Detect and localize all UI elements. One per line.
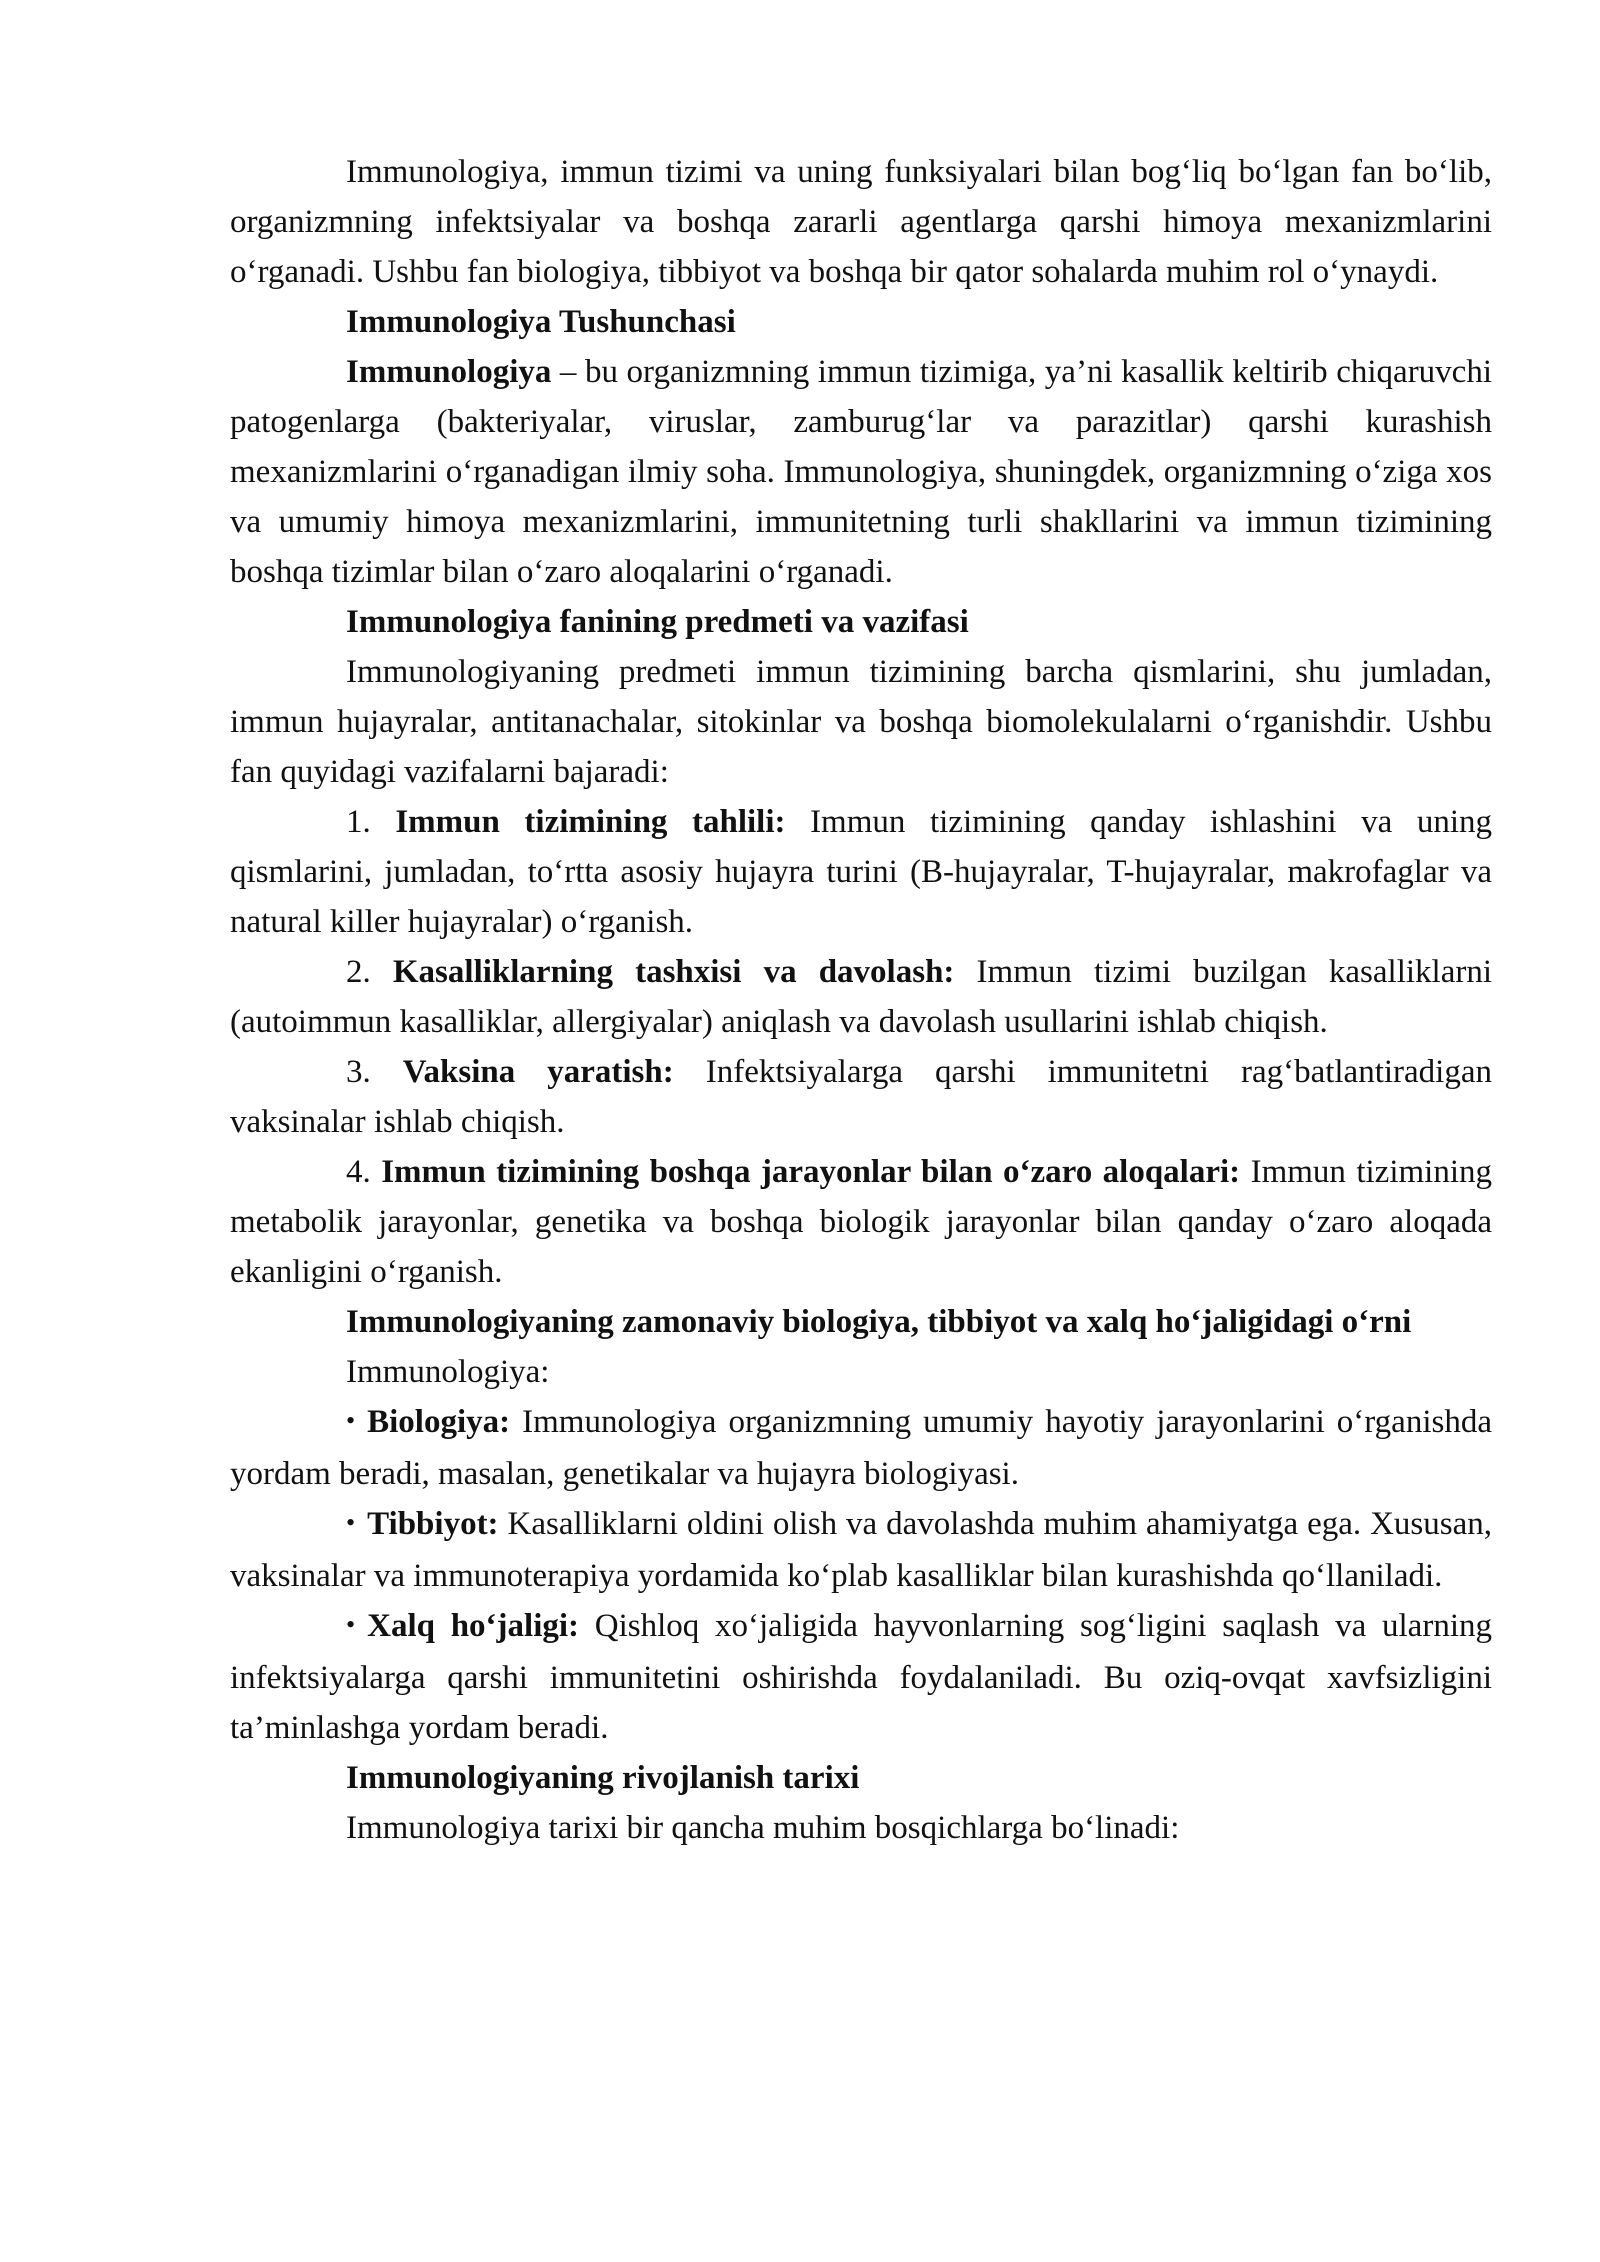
role-item — [230, 1601, 1492, 1753]
role-text: Immunologiya organizmning umumiy hayotiy jarayonlarini o‘rganishda yordam beradi, masalan, genetikalar va hujayra biologiyasi. — [230, 1404, 1492, 1492]
definition-text: – bu organizmning immun tizimiga, ya’ni kasallik keltirib chiqaruvchi patogenlarga (bakteriyalar, viruslar, zamburug‘lar va parazitlar) qarshi kurashish mexanizmlarini o‘rganadigan ilmiy soha. Immunologiya, shuningdek, organizmning o‘ziga xos va umumiy himoya mexanizmlarini, immunitetning turli shakllarini va immun tizimining boshqa tizimlar bilan o‘zaro aloqalarini o‘rganadi. — [230, 354, 1492, 590]
subject-paragraph: Immunologiyaning predmeti immun tizimining barcha qismlarini, shu jumladan, immun hujayralar, antitanachalar, sitokinlar va boshqa biomolekulalarni o‘rganishdir. Ushbu fan quyidagi vazifalarni bajaradi: — [230, 654, 1492, 790]
task-number: 4. — [346, 1154, 382, 1190]
bullet-icon: • — [346, 1610, 356, 1639]
role-text: Qishloq xo‘jaligida hayvonlarning sog‘ligini saqlash va ularning infektsiyalarga qarshi immunitetini oshirishda foydalaniladi. Bu oziq-ovqat xavfsizligini ta’minlashga yordam beradi. — [230, 1608, 1492, 1746]
task-number: 3. — [346, 1054, 403, 1090]
bullet-icon: • — [346, 1406, 356, 1435]
task-item — [230, 1047, 1492, 1147]
role-text: Kasalliklarni oldini olish va davolashda muhim ahamiyatga ega. Xususan, vaksinalar va immunoterapiya yordamida ko‘plab kasalliklar bilan kurashishda qo‘llaniladi. — [230, 1506, 1492, 1594]
task-title: Immun tizimining tahlili: — [395, 804, 786, 840]
task-number: 2. — [346, 954, 393, 990]
task-item — [230, 797, 1492, 947]
task-title: Vaksina yaratish: — [402, 1054, 674, 1090]
task-title: Immun tizimining boshqa jarayonlar bilan o‘zaro aloqalari: — [381, 1154, 1241, 1190]
history-paragraph: Immunologiya tarixi bir qancha muhim bosqichlarga bo‘linadi: — [346, 1810, 1180, 1846]
task-text: Infektsiyalarga qarshi immunitetni rag‘batlantiradigan vaksinalar ishlab chiqish. — [230, 1054, 1492, 1140]
task-item — [230, 947, 1492, 1047]
task-text: Immun tizimi buzilgan kasalliklarni (autoimmun kasalliklar, allergiyalar) aniqlash va davolash usullarini ishlab chiqish. — [230, 954, 1493, 1040]
task-number: 1. — [346, 804, 396, 840]
task-text: Immun tizimining metabolik jarayonlar, genetika va boshqa biologik jarayonlar bilan qanday o‘zaro aloqada ekanligini o‘rganish. — [230, 1154, 1493, 1290]
role-title: Tibbiyot: — [367, 1506, 499, 1542]
role-lead: Immunologiya: — [346, 1354, 550, 1390]
role-item — [230, 1499, 1492, 1601]
definition-paragraph — [230, 347, 1492, 597]
role-item — [230, 1397, 1492, 1499]
task-text: Immun tizimining qanday ishlashini va uning qismlarini, jumladan, to‘rtta asosiy hujayra turini (B-hujayralar, T-hujayralar, makrofaglar va natural killer hujayralar) o‘rganish. — [230, 804, 1492, 940]
role-title: Xalq ho‘jaligi: — [367, 1608, 580, 1644]
intro-paragraph: Immunologiya, immun tizimi va uning funksiyalari bilan bog‘liq bo‘lgan fan bo‘lib, organizmning infektsiyalar va boshqa zararli agentlarga qarshi himoya mexanizmlarini o‘rganadi. Ushbu fan biologiya, tibbiyot va boshqa bir qator sohalarda muhim rol o‘ynaydi. — [230, 154, 1492, 290]
document-body — [230, 147, 1492, 1853]
heading-subject: Immunologiya fanining predmeti va vazifasi — [346, 604, 969, 640]
definition-term: Immunologiya — [346, 354, 552, 390]
heading-role: Immunologiyaning zamonaviy biologiya, tibbiyot va xalq ho‘jaligidagi o‘rni — [346, 1304, 1412, 1340]
heading-history: Immunologiyaning rivojlanish tarixi — [346, 1760, 860, 1796]
task-title: Kasalliklarning tashxisi va davolash: — [392, 954, 955, 990]
task-item — [230, 1147, 1492, 1297]
heading-concept: Immunologiya Tushunchasi — [346, 304, 736, 340]
role-title: Biologiya: — [367, 1404, 511, 1440]
bullet-icon: • — [346, 1508, 356, 1537]
